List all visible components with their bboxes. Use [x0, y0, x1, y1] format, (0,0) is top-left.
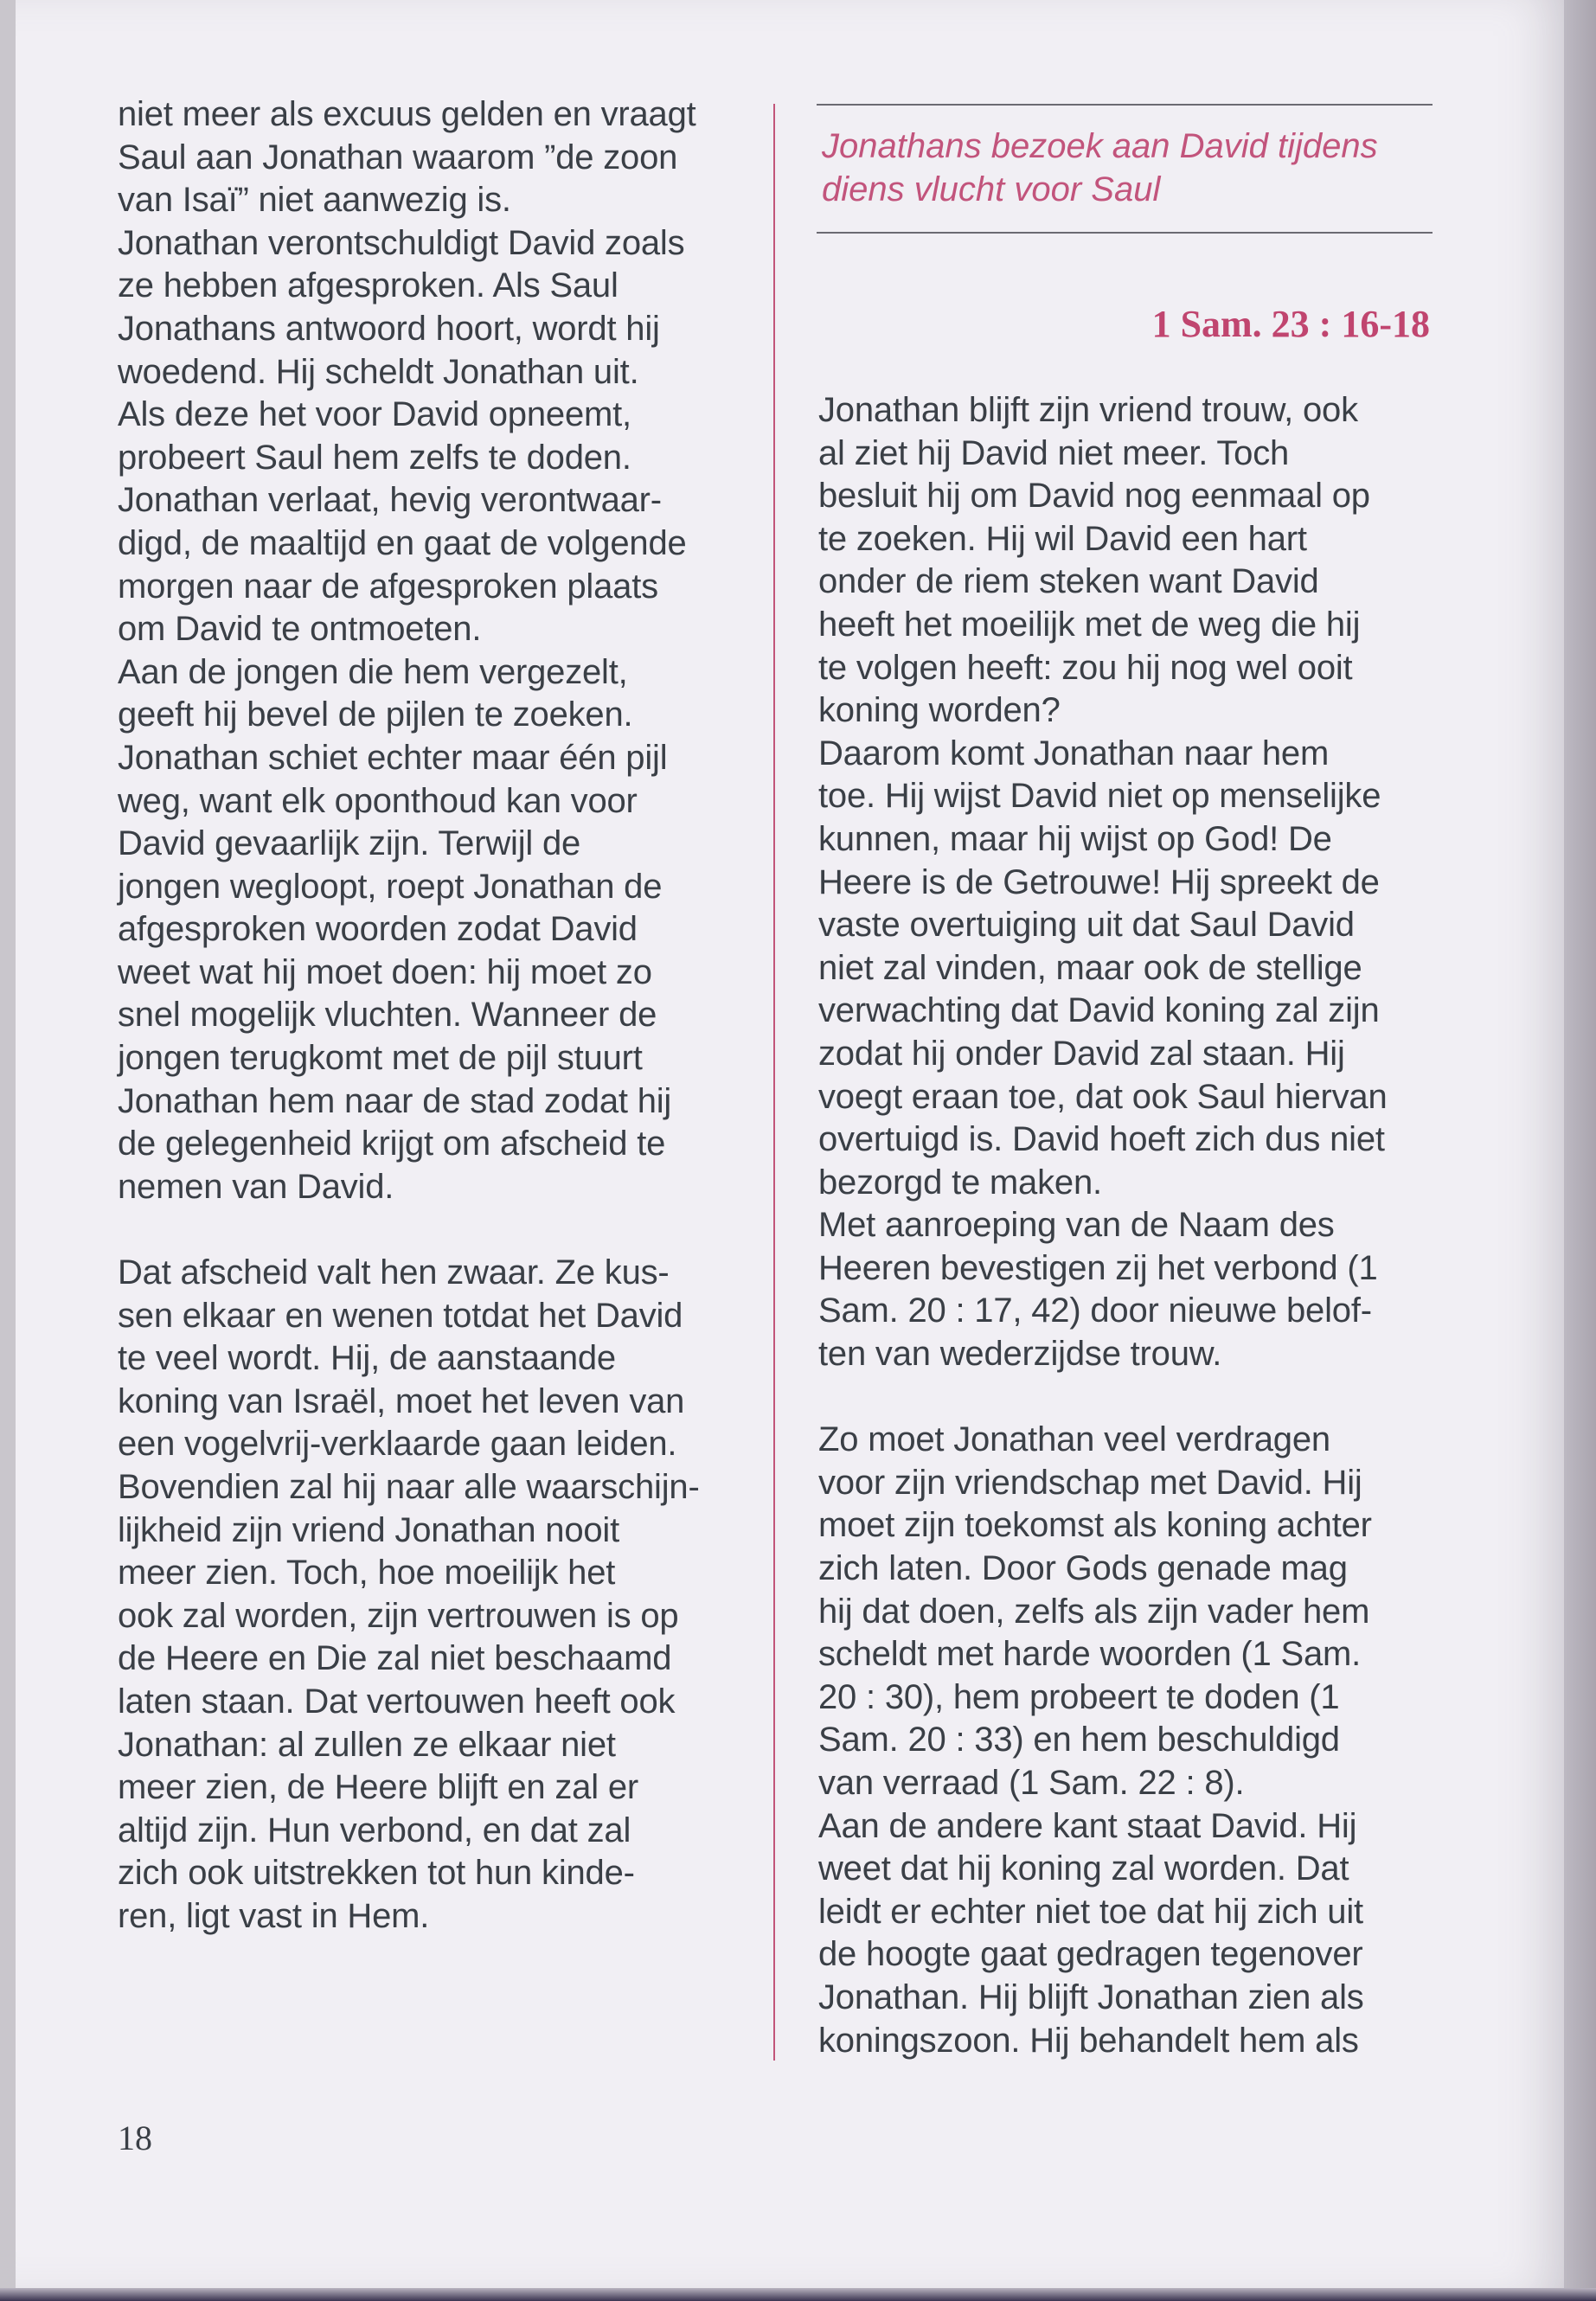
right-paragraph-1	[818, 389, 1441, 1376]
text-line: meer zien. Toch, hoe moeilijk het	[118, 1554, 616, 1593]
text-line: te zoeken. Hij wil David een hart	[818, 519, 1307, 558]
text-line: bezorgd te maken.	[818, 1163, 1102, 1202]
text-line: digd, de maaltijd en gaat de volgende	[118, 523, 687, 562]
text-line: meer zien, de Heere blijft en zal er	[118, 1768, 638, 1807]
text-line: Jonathan blijft zijn vriend trouw, ook	[818, 391, 1358, 429]
text-line: de gelegenheid krijgt om afscheid te	[118, 1125, 666, 1163]
text-line: Aan de andere kant staat David. Hij	[818, 1806, 1357, 1845]
text-line: afgesproken woorden zodat David	[118, 910, 638, 949]
page-edge-shadow	[1564, 0, 1596, 2301]
text-line: Dat afscheid valt hen zwaar. Ze kus-	[118, 1253, 670, 1292]
text-line: toe. Hij wijst David niet op menselijke	[818, 777, 1381, 816]
text-line: vaste overtuiging uit dat Saul David	[818, 906, 1355, 945]
text-line: hij dat doen, zelfs als zijn vader hem	[818, 1592, 1370, 1631]
text-line: Daarom komt Jonathan naar hem	[818, 734, 1330, 772]
text-line: besluit hij om David nog eenmaal op	[818, 477, 1370, 516]
text-line: leidt er echter niet toe dat hij zich uit	[818, 1892, 1363, 1931]
section-title-line: diens vlucht voor Saul	[822, 170, 1161, 208]
text-line: te volgen heeft: zou hij nog wel ooit	[818, 648, 1353, 687]
text-line: jongen wegloopt, roept Jonathan de	[118, 867, 663, 906]
left-column	[118, 93, 740, 1939]
paragraph-gap	[118, 1208, 740, 1252]
text-line: Jonathan schiet echter maar één pijl	[118, 738, 668, 777]
text-line: Jonathan verlaat, hevig verontwaar-	[118, 481, 662, 520]
section-rule-top	[817, 104, 1433, 106]
column-divider	[773, 104, 775, 2061]
text-line: verwachting dat David koning zal zijn	[818, 991, 1380, 1030]
text-line: om David te ontmoeten.	[118, 610, 482, 649]
paragraph-gap	[818, 1376, 1441, 1420]
section-rule-bottom	[817, 232, 1433, 234]
text-line: al ziet hij David niet meer. Toch	[818, 433, 1290, 472]
text-line: Bovendien zal hij naar alle waarschijn-	[118, 1468, 700, 1506]
text-line: voor zijn vriendschap met David. Hij	[818, 1463, 1362, 1502]
right-column	[818, 389, 1441, 2062]
text-line: moet zijn toekomst als koning achter	[818, 1506, 1372, 1545]
left-paragraph-1	[118, 93, 740, 1208]
text-line: altijd zijn. Hun verbond, en dat zal	[118, 1811, 631, 1849]
text-line: Jonathans antwoord hoort, wordt hij	[118, 309, 660, 348]
left-paragraph-2	[118, 1252, 740, 1939]
text-line: voegt eraan toe, dat ook Saul hiervan	[818, 1077, 1388, 1116]
text-line: Saul aan Jonathan waarom ”de zoon	[118, 138, 678, 176]
text-line: weg, want elk oponthoud kan voor	[118, 781, 638, 820]
text-line: laten staan. Dat vertouwen heeft ook	[118, 1682, 676, 1721]
text-line: ze hebben afgesproken. Als Saul	[118, 266, 619, 305]
text-line: morgen naar de afgesproken plaats	[118, 567, 658, 606]
text-line: 20 : 30), hem probeert te doden (1	[818, 1677, 1340, 1716]
text-line: ten van wederzijdse trouw.	[818, 1335, 1222, 1374]
text-line: lijkheid zijn vriend Jonathan nooit	[118, 1510, 620, 1549]
text-line: nemen van David.	[118, 1167, 394, 1206]
text-line: zodat hij onder David zal staan. Hij	[818, 1034, 1345, 1073]
text-line: Jonathan: al zullen ze elkaar niet	[118, 1725, 616, 1764]
text-line: Jonathan verontschuldigt David zoals	[118, 223, 685, 262]
text-line: niet zal vinden, maar ook de stellige	[818, 948, 1362, 987]
text-line: scheldt met harde woorden (1 Sam.	[818, 1635, 1362, 1674]
text-line: probeert Saul hem zelfs te doden.	[118, 438, 631, 477]
text-line: ren, ligt vast in Hem.	[118, 1896, 430, 1935]
section-title-line: Jonathans bezoek aan David tijdens	[822, 127, 1378, 165]
text-line: Aan de jongen die hem vergezelt,	[118, 652, 628, 691]
text-line: Als deze het voor David opneemt,	[118, 395, 631, 434]
section-title	[822, 125, 1427, 211]
text-line: Jonathan hem naar de stad zodat hij	[118, 1081, 672, 1120]
text-line: te veel wordt. Hij, de aanstaande	[118, 1339, 616, 1378]
text-line: heeft het moeilijk met de weg die hij	[818, 605, 1361, 644]
bible-reference: 1 Sam. 23 : 16-18	[1151, 303, 1430, 345]
text-line: koning worden?	[818, 691, 1061, 730]
text-line: de hoogte gaat gedragen tegenover	[818, 1935, 1363, 1974]
text-line: koningszoon. Hij behandelt hem als	[818, 2021, 1359, 2060]
text-line: Heeren bevestigen zij het verbond (1	[818, 1248, 1378, 1287]
page-bottom-edge	[0, 2288, 1596, 2301]
text-line: kunnen, maar hij wijst op God! De	[818, 819, 1332, 858]
text-line: Sam. 20 : 33) en hem beschuldigd	[818, 1721, 1340, 1759]
text-line: niet meer als excuus gelden en vraagt	[118, 95, 696, 133]
page-number: 18	[118, 2118, 152, 2157]
text-line: Met aanroeping van de Naam des	[818, 1206, 1335, 1245]
text-line: koning van Israël, moet het leven van	[118, 1381, 685, 1420]
text-line: sen elkaar en wenen totdat het David	[118, 1296, 683, 1335]
text-line: onder de riem steken want David	[818, 562, 1319, 601]
text-line: David gevaarlijk zijn. Terwijl de	[118, 824, 581, 863]
text-line: jongen terugkomt met de pijl stuurt	[118, 1039, 643, 1078]
text-line: weet dat hij koning zal worden. Dat	[818, 1849, 1349, 1888]
text-line: overtuigd is. David hoeft zich dus niet	[818, 1120, 1385, 1159]
text-line: snel mogelijk vluchten. Wanneer de	[118, 996, 657, 1035]
text-line: Sam. 20 : 17, 42) door nieuwe belof-	[818, 1292, 1372, 1330]
right-paragraph-2	[818, 1419, 1441, 2062]
text-line: van Isaï” niet aanwezig is.	[118, 181, 511, 220]
text-line: een vogelvrij-verklaarde gaan leiden.	[118, 1425, 677, 1464]
text-line: geeft hij bevel de pijlen te zoeken.	[118, 695, 633, 734]
text-line: de Heere en Die zal niet beschaamd	[118, 1639, 672, 1678]
text-line: zich ook uitstrekken tot hun kinde-	[118, 1854, 635, 1893]
text-line: zich laten. Door Gods genade mag	[818, 1549, 1348, 1588]
text-line: weet wat hij moet doen: hij moet zo	[118, 952, 652, 991]
text-line: Jonathan. Hij blijft Jonathan zien als	[818, 1977, 1364, 2016]
text-line: Heere is de Getrouwe! Hij spreekt de	[818, 862, 1380, 901]
text-line: woedend. Hij scheldt Jonathan uit.	[118, 352, 639, 391]
text-line: ook zal worden, zijn vertrouwen is op	[118, 1596, 679, 1635]
text-line: Zo moet Jonathan veel verdragen	[818, 1420, 1330, 1459]
text-line: van verraad (1 Sam. 22 : 8).	[818, 1764, 1245, 1802]
